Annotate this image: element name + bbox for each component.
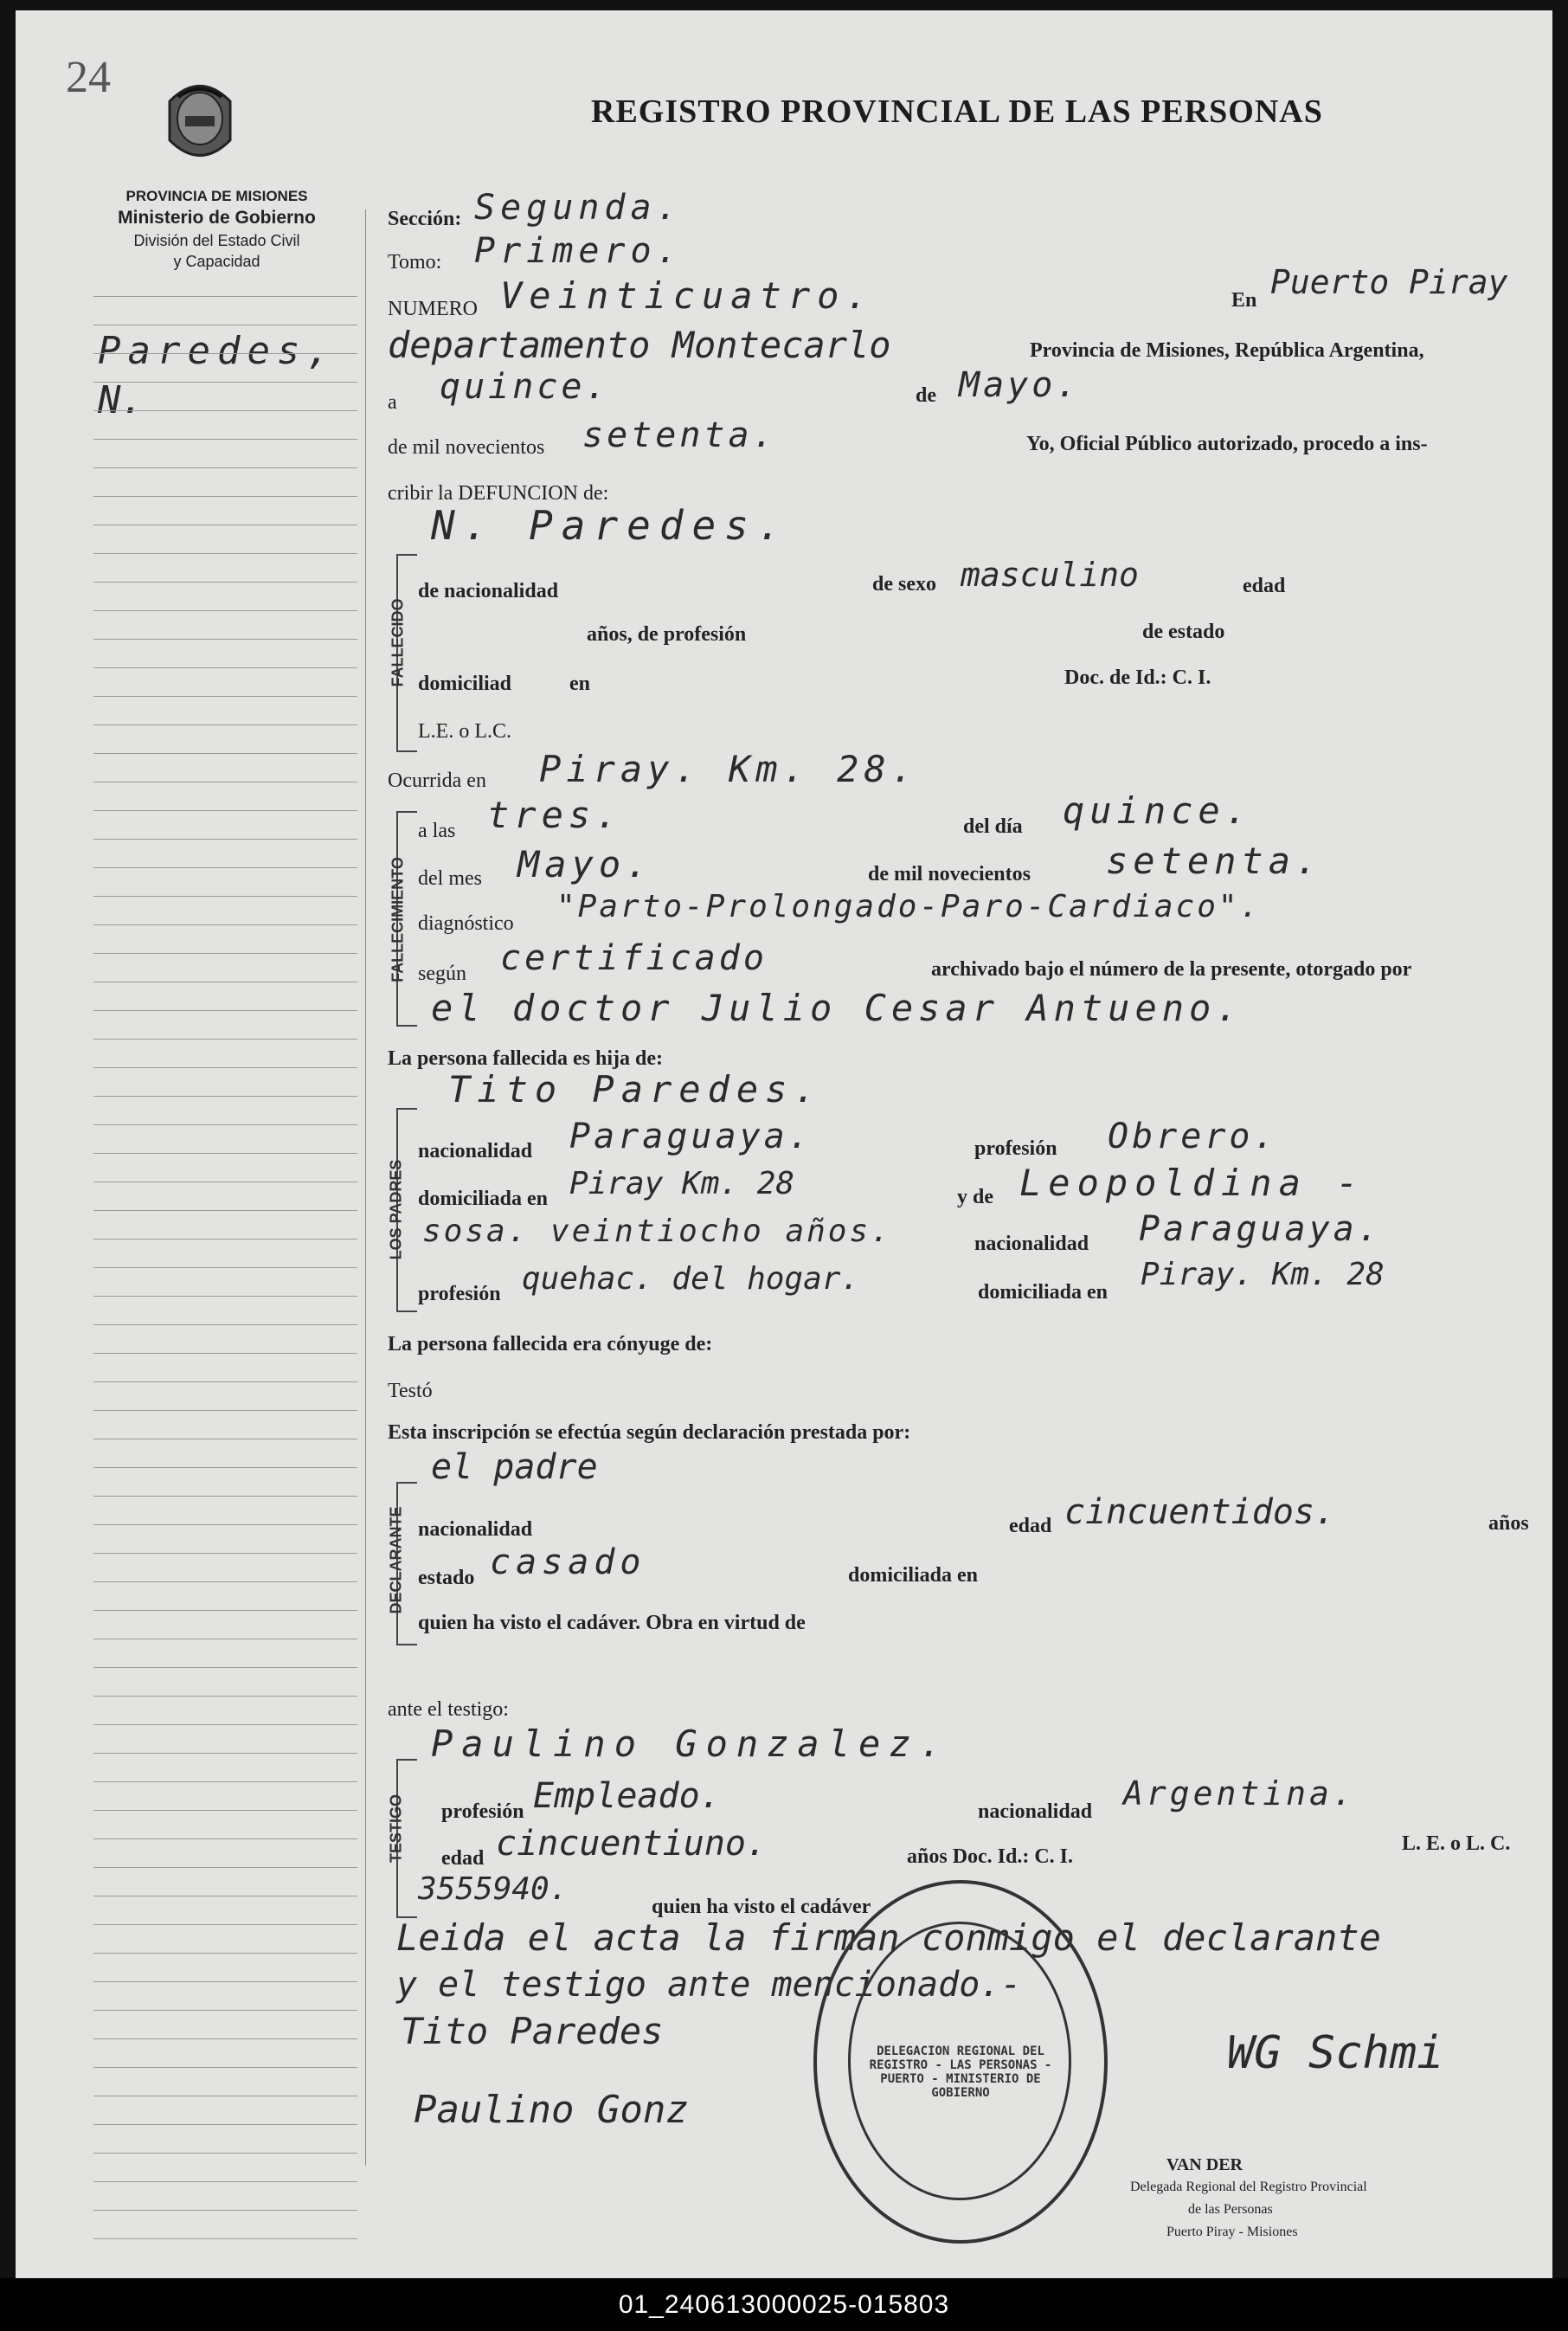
margin-note-initial: N. — [98, 378, 144, 422]
margin-rule-line — [93, 353, 357, 354]
nacionalidad-declarante-label: nacionalidad — [418, 1518, 533, 1541]
ocurrida-value: Piray. Km. 28. — [539, 748, 919, 790]
division-label: División del Estado Civil — [133, 232, 300, 249]
margin-rule-line — [93, 1553, 357, 1554]
margin-rule-line — [93, 724, 357, 725]
margin-rule-line — [93, 1067, 357, 1068]
margin-rule-line — [93, 839, 357, 840]
ocurrida-label: Ocurrida en — [388, 769, 486, 792]
nacionalidad-madre-value: Paraguaya. — [1139, 1209, 1382, 1249]
a-label: a — [388, 391, 397, 414]
numero-label: NUMERO — [388, 298, 479, 320]
seccion-value: Segunda. — [474, 188, 683, 228]
padre-value: Tito Paredes. — [448, 1068, 823, 1111]
fallecido-section-label: FALLECIDO — [389, 598, 407, 687]
margin-rule-line — [93, 1153, 357, 1154]
official-seal — [813, 1880, 1108, 2244]
margin-rule-line — [93, 1524, 357, 1525]
margin-rule-line — [93, 1381, 357, 1382]
margin-rule-line — [93, 1296, 357, 1297]
diagnostico-label: diagnóstico — [418, 912, 514, 935]
margin-rule-line — [93, 1324, 357, 1325]
mil-value: setenta. — [582, 415, 777, 455]
anos-declarante-label: años — [1488, 1512, 1529, 1535]
margin-rule-line — [93, 753, 357, 754]
margin-rule-line — [93, 1353, 357, 1354]
edad-testigo-label: edad — [441, 1847, 485, 1870]
margin-rule-line — [93, 1210, 357, 1211]
estado-declarante-value: casado — [490, 1542, 646, 1582]
nacionalidad-testigo-value: Argentina. — [1123, 1774, 1356, 1813]
margin-rule-line — [93, 1867, 357, 1868]
margin-separator — [365, 209, 366, 2166]
doc-testigo-label: años Doc. Id.: C. I. — [907, 1845, 1074, 1868]
signature-father: Tito Paredes — [401, 2010, 664, 2052]
departamento-value: departamento Montecarlo — [388, 324, 891, 366]
en-label: En — [1231, 289, 1257, 312]
testigo-value: Paulino Gonzalez. — [431, 1722, 950, 1765]
inscripcion-label: Esta inscripción se efectúa según declaración prestada por: — [388, 1421, 911, 1444]
madre-value: Leopoldina - — [1019, 1162, 1366, 1204]
margin-rule-line — [93, 1096, 357, 1097]
domiciliada-declarante-label: domiciliada en — [848, 1564, 979, 1587]
anos-profesion-label: años, de profesión — [587, 623, 747, 646]
doc-label: Doc. de Id.: C. I. — [1064, 666, 1211, 689]
de-label: de — [916, 384, 936, 407]
margin-rule-line — [93, 410, 357, 411]
margin-rule-line — [93, 810, 357, 811]
margin-rule-line — [93, 896, 357, 897]
margin-rule-line — [93, 1838, 357, 1839]
sexo-value: masculino — [961, 556, 1139, 594]
stamp-line-1: VAN DER — [1166, 2155, 1243, 2174]
document-page — [16, 10, 1552, 2278]
diagnostico-value: "Parto-Prolongado-Paro-Cardiaco". — [556, 889, 1262, 924]
leida-line-1: Leida el acta la firman conmigo el declarante — [396, 1916, 1381, 1959]
stamp-line-3: de las Personas — [1188, 2202, 1273, 2217]
margin-rule-line — [93, 867, 357, 868]
domiciliada-madre-value: Piray. Km. 28 — [1141, 1257, 1385, 1292]
nacionalidad-madre-label: nacionalidad — [974, 1233, 1089, 1255]
margin-rule-line — [93, 953, 357, 954]
margin-rule-line — [93, 2124, 357, 2125]
testigo-section-label: TESTIGO — [387, 1794, 405, 1864]
conyuge-label: La persona fallecida era cónyuge de: — [388, 1333, 713, 1355]
margin-rule-line — [93, 2210, 357, 2211]
profesion-testigo-label: profesión — [441, 1800, 524, 1823]
margin-rule-line — [93, 1924, 357, 1925]
visto-label: quien ha visto el cadáver. Obra en virtud de — [418, 1612, 806, 1634]
yde-label: y de — [957, 1186, 993, 1208]
testo-label: Testó — [388, 1380, 433, 1402]
stamp-line-2: Delegada Regional del Registro Provincial — [1130, 2180, 1367, 2194]
margin-rule-line — [93, 1696, 357, 1697]
profesion-testigo-value: Empleado. — [533, 1776, 721, 1816]
province-label: PROVINCIA DE MISIONES — [125, 188, 308, 204]
declarante-value: el padre — [431, 1447, 598, 1487]
margin-rule-line — [93, 2238, 357, 2239]
fallecimiento-section-label: FALLECIMIENTO — [389, 857, 407, 982]
margin-rule-line — [93, 382, 357, 383]
leida-line-2: y el testigo ante mencionado.- — [396, 1965, 1022, 2005]
margin-rule-line — [93, 1781, 357, 1782]
margin-rule-line — [93, 1810, 357, 1811]
tomo-value: Primero. — [474, 231, 683, 271]
profesion-madre-value: quehac. del hogar. — [522, 1261, 860, 1297]
seal-text: DELEGACION REGIONAL DEL REGISTRO - LAS PERSONAS - PUERTO - MINISTERIO DE GOBIERNO — [869, 2044, 1052, 2100]
nacionalidad-padre-label: nacionalidad — [418, 1140, 533, 1162]
mil-label: de mil novecientos — [388, 436, 545, 459]
profesion-padre-value: Obrero. — [1108, 1117, 1278, 1156]
segun-value: certificado — [500, 938, 768, 978]
numero-value: Veinticuatro. — [500, 274, 875, 317]
segun-label: según — [418, 963, 466, 985]
margin-rule-line — [93, 1667, 357, 1668]
margin-rule-line — [93, 1496, 357, 1497]
margin-rule-line — [93, 467, 357, 468]
de-value: Mayo. — [959, 365, 1081, 405]
alas-value: tres. — [487, 794, 623, 836]
declarante-section-label: DECLARANTE — [387, 1506, 405, 1614]
capacity-label: y Capacidad — [173, 253, 260, 270]
margin-rule-line — [93, 1753, 357, 1754]
margin-rule-line — [93, 1467, 357, 1468]
margin-rule-line — [93, 1410, 357, 1411]
estado-declarante-label: estado — [418, 1567, 475, 1589]
document-title: REGISTRO PROVINCIAL DE LAS PERSONAS — [591, 93, 1323, 130]
margin-rule-line — [93, 667, 357, 668]
doctor-value: el doctor Julio Cesar Antueno. — [431, 987, 1243, 1029]
margin-rule-line — [93, 1581, 357, 1582]
cribir-label: cribir la DEFUNCION de: — [388, 482, 609, 505]
margin-note-surname: Paredes, — [98, 329, 337, 373]
margin-rule-line — [93, 1010, 357, 1011]
mil2-value: setenta. — [1106, 840, 1323, 882]
margin-rule-line — [93, 582, 357, 583]
margin-rule-line — [93, 610, 357, 611]
sexo-label: de sexo — [872, 573, 936, 596]
margin-rule-line — [93, 1039, 357, 1040]
padres-section-label: LOS PADRES — [387, 1159, 405, 1260]
margin-rule-line — [93, 696, 357, 697]
margin-rule-line — [93, 439, 357, 440]
signature-official: WG Schmi — [1227, 2027, 1444, 2079]
hija-label: La persona fallecida es hija de: — [388, 1047, 663, 1070]
margin-rule-line — [93, 639, 357, 640]
a-value: quince. — [440, 367, 610, 407]
doc-testigo-value: 3555940. — [418, 1871, 569, 1907]
margin-rule-line — [93, 2010, 357, 2011]
archivado-label: archivado bajo el número de la presente, otorgado por — [931, 958, 1412, 981]
fallecido-name: N. Paredes. — [431, 502, 790, 549]
le-testigo-label: L. E. o L. C. — [1402, 1832, 1511, 1855]
margin-rule-line — [93, 2153, 357, 2154]
domiciliad-label: domiciliad — [418, 673, 512, 695]
en-value: Puerto Piray — [1270, 263, 1508, 301]
margin-rule-line — [93, 296, 357, 297]
margin-rule-line — [93, 1724, 357, 1725]
margin-rule-line — [93, 2067, 357, 2068]
testigo-intro-label: ante el testigo: — [388, 1698, 509, 1721]
image-id-footer: 01_240613000025-015803 — [0, 2278, 1568, 2331]
en2-label: en — [569, 673, 590, 695]
mil2-label: de mil novecientos — [868, 863, 1031, 885]
profesion-padre-label: profesión — [974, 1137, 1057, 1160]
margin-rule-line — [93, 1124, 357, 1125]
ministry-label: Ministerio de Gobierno — [118, 208, 316, 228]
signature-witness: Paulino Gonz — [414, 2088, 689, 2132]
estado-label: de estado — [1142, 621, 1225, 643]
nacionalidad-testigo-label: nacionalidad — [978, 1800, 1093, 1823]
profesion-madre-label: profesión — [418, 1283, 501, 1305]
margin-rule-line — [93, 2181, 357, 2182]
domiciliada-padre-label: domiciliada en — [418, 1188, 549, 1210]
domiciliada-padre-value: Piray Km. 28 — [569, 1166, 795, 1201]
margin-rule-line — [93, 924, 357, 925]
margin-rule-line — [93, 1239, 357, 1240]
nacionalidad-label: de nacionalidad — [418, 580, 559, 602]
tomo-label: Tomo: — [388, 251, 442, 274]
margin-rule-line — [93, 1610, 357, 1611]
margin-rule-line — [93, 553, 357, 554]
madre-cont-value: sosa. veintiocho años. — [422, 1214, 892, 1249]
alas-label: a las — [418, 820, 456, 842]
dia-value: quince. — [1063, 789, 1253, 832]
mes-label: del mes — [418, 867, 482, 890]
nacionalidad-padre-value: Paraguaya. — [569, 1117, 813, 1156]
visto-testigo-label: quien ha visto el cadáver — [652, 1896, 871, 1918]
edad-declarante-label: edad — [1009, 1515, 1052, 1537]
coat-of-arms-emblem — [161, 71, 239, 175]
margin-rule-line — [93, 1953, 357, 1954]
oficial-label: Yo, Oficial Público autorizado, procedo a ins- — [1026, 433, 1428, 455]
stamp-line-4: Puerto Piray - Misiones — [1166, 2225, 1298, 2239]
margin-rule-line — [93, 1981, 357, 1982]
edad-declarante-value: cincuentidos. — [1064, 1492, 1336, 1532]
dia-label: del día — [963, 815, 1023, 838]
margin-rule-line — [93, 1267, 357, 1268]
margin-rule-line — [93, 2038, 357, 2039]
le-label: L.E. o L.C. — [418, 720, 511, 743]
edad-label: edad — [1243, 575, 1286, 597]
margin-rule-line — [93, 496, 357, 497]
provincia-label: Provincia de Misiones, República Argentina, — [1030, 339, 1424, 362]
domiciliada-madre-label: domiciliada en — [978, 1281, 1109, 1304]
seccion-label: Sección: — [388, 208, 462, 230]
page-number: 24 — [66, 53, 111, 102]
mes-value: Mayo. — [517, 843, 653, 885]
edad-testigo-value: cincuentiuno. — [496, 1824, 768, 1864]
